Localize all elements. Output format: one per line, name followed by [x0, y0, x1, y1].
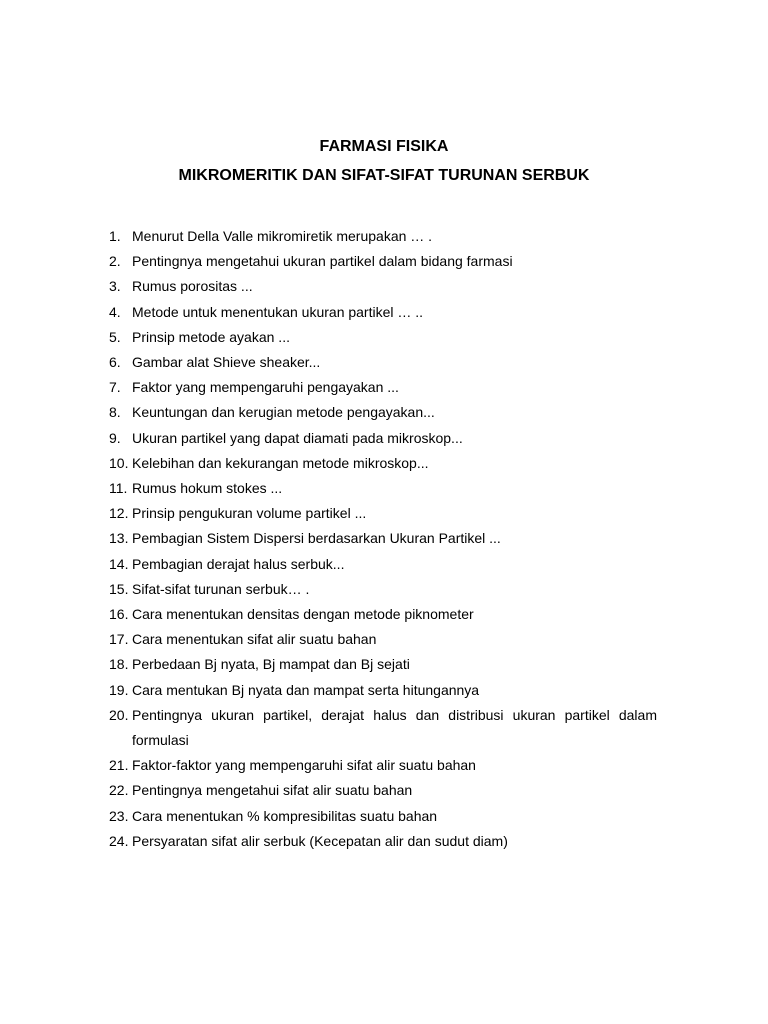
question-text: Cara menentukan densitas dengan metode piknometer — [132, 606, 474, 623]
list-item — [109, 526, 657, 551]
question-text: Prinsip metode ayakan ... — [132, 328, 290, 345]
list-item — [109, 375, 657, 400]
list-item — [109, 552, 657, 577]
question-number: 11. — [109, 480, 128, 497]
question-text: Menurut Della Valle mikromiretik merupakan … . — [132, 228, 433, 244]
list-item — [109, 753, 657, 778]
question-list — [109, 224, 657, 854]
question-text: Pentingnya mengetahui ukuran partikel dalam bidang farmasi — [132, 253, 513, 270]
list-item — [109, 501, 657, 526]
question-text: Cara menentukan sifat alir suatu bahan — [132, 631, 377, 648]
document-title: FARMASI FISIKA — [319, 138, 449, 155]
question-text: Sifat-sifat turunan serbuk… . — [132, 580, 310, 597]
question-number: 6. — [109, 354, 121, 371]
question-number: 20. — [109, 706, 129, 723]
question-number: 13. — [109, 530, 129, 547]
question-number: 15. — [109, 580, 129, 597]
list-item — [109, 804, 657, 829]
list-item — [109, 325, 657, 350]
question-number: 16. — [109, 606, 129, 623]
question-text: Ukuran partikel yang dapat diamati pada mikroskop... — [132, 429, 463, 446]
list-item — [109, 400, 657, 425]
list-item — [109, 274, 657, 299]
list-item — [109, 224, 657, 249]
question-text: Rumus hokum stokes ... — [132, 480, 283, 497]
list-item — [109, 602, 657, 627]
question-text: Pembagian Sistem Dispersi berdasarkan Ukuran Partikel ... — [132, 530, 501, 547]
question-text: Gambar alat Shieve sheaker... — [132, 354, 321, 371]
question-number: 4. — [109, 303, 121, 320]
question-text: Faktor yang mempengaruhi pengayakan ... — [132, 379, 399, 396]
question-text: Metode untuk menentukan ukuran partikel … .. — [132, 303, 424, 320]
list-item — [109, 703, 657, 753]
question-number: 23. — [109, 807, 129, 824]
list-item — [109, 476, 657, 501]
question-text: Prinsip pengukuran volume partikel ... — [132, 505, 367, 522]
list-item — [109, 652, 657, 677]
question-number: 3. — [109, 278, 121, 295]
list-item — [109, 577, 657, 602]
list-item — [109, 778, 657, 803]
question-text: Cara mentukan Bj nyata dan mampat serta hitungannya — [132, 681, 480, 698]
list-item — [109, 350, 657, 375]
question-text: Pentingnya mengetahui sifat alir suatu bahan — [132, 782, 413, 799]
list-item — [109, 249, 657, 274]
question-text: Pembagian derajat halus serbuk... — [132, 555, 345, 572]
list-item — [109, 451, 657, 476]
list-item — [109, 627, 657, 652]
question-text: Persyaratan sifat alir serbuk (Kecepatan alir dan sudut diam) — [132, 832, 508, 849]
question-text: Cara menentukan % kompresibilitas suatu bahan — [132, 807, 438, 824]
document-subtitle: MIKROMERITIK DAN SIFAT-SIFAT TURUNAN SERBUK — [178, 167, 590, 184]
list-item — [109, 678, 657, 703]
question-text: Faktor-faktor yang mempengaruhi sifat alir suatu bahan — [132, 757, 476, 774]
question-number: 18. — [109, 656, 129, 673]
list-item — [109, 300, 657, 325]
question-number: 2. — [109, 253, 121, 270]
question-number: 24. — [109, 832, 129, 849]
question-text: Keuntungan dan kerugian metode pengayakan... — [132, 404, 435, 421]
question-text: Kelebihan dan kekurangan metode mikroskop... — [132, 454, 429, 471]
list-item — [109, 426, 657, 451]
question-number: 9. — [109, 429, 121, 446]
question-number: 8. — [109, 404, 121, 421]
question-number: 1. — [109, 228, 121, 244]
question-number: 7. — [109, 379, 121, 396]
question-number: 19. — [109, 681, 129, 698]
question-text: Rumus porositas ... — [132, 278, 253, 295]
question-number: 17. — [109, 631, 129, 648]
list-item — [109, 829, 657, 854]
question-number: 14. — [109, 555, 129, 572]
question-text: Perbedaan Bj nyata, Bj mampat dan Bj sejati — [132, 656, 410, 673]
question-number: 10. — [109, 454, 129, 471]
question-number: 12. — [109, 505, 129, 522]
question-number: 22. — [109, 782, 129, 799]
question-number: 5. — [109, 328, 121, 345]
question-text: Pentingnya ukuran partikel, derajat halus dan distribusi ukuran partikel dalam formulasi — [132, 706, 657, 749]
question-number: 21. — [109, 757, 129, 774]
